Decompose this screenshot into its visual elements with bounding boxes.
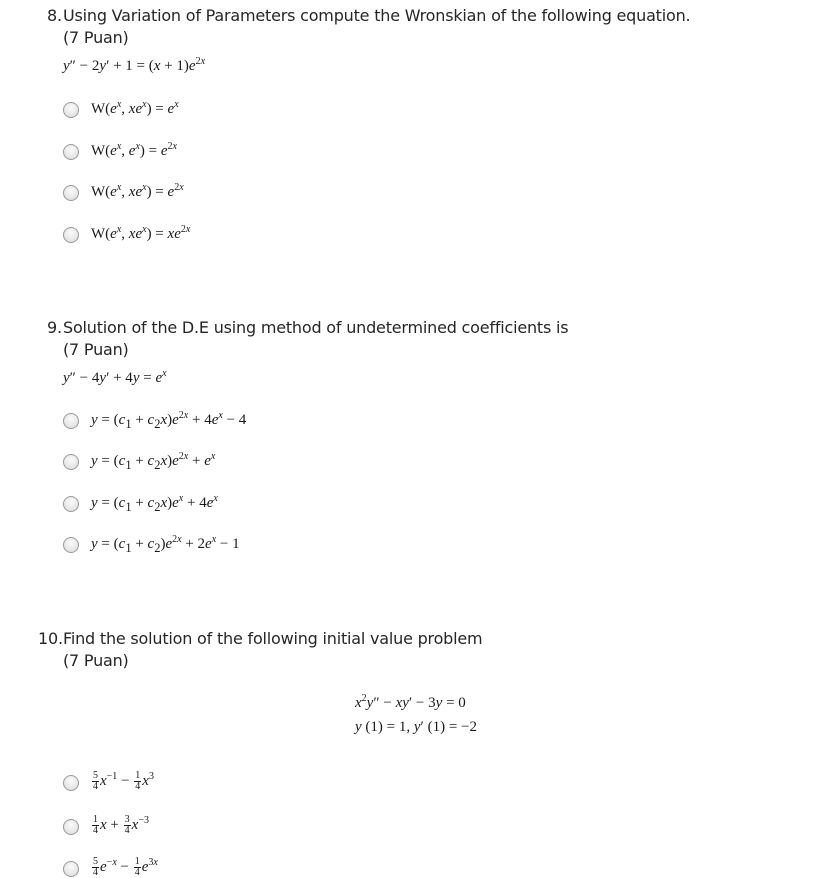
option-label[interactable]: $W(e^x$, $xe^x) = e^{2x}$: [91, 182, 184, 200]
fraction: $\frac{5}{4}$: [93, 856, 98, 878]
option-label[interactable]: $\frac{5}{4}$ $x^{-1}$ − $\frac{1}{4}$ $x^3$: [93, 770, 154, 792]
fraction: $\frac{1}{4}$: [93, 814, 98, 836]
question-points: (7 Puan): [63, 651, 129, 670]
option-radio[interactable]: [63, 227, 79, 243]
option-label[interactable]: $y = (c_1 + c_2x)e^{2x} + 4e^x - 4$: [91, 410, 247, 431]
option-label[interactable]: $y = (c_1 + c_2)e^{2x} + 2e^x - 1$: [91, 534, 240, 555]
option-radio[interactable]: [63, 537, 79, 553]
option-label[interactable]: $y = (c_1 + c_2x)e^x + 4e^x$: [91, 493, 218, 514]
equation-text: $y'' - 4y' + 4y = e^x$: [63, 368, 167, 386]
option-label[interactable]: $\frac{1}{4}$ x + $\frac{3}{4}$ $x^{-3}$: [93, 814, 149, 836]
option-label[interactable]: $W(e^x$, $xe^x) = e^x$: [91, 99, 179, 117]
question-equation-line-1: $x^2y'' - xy' - 3y = 0$: [355, 693, 466, 711]
option-radio[interactable]: [63, 454, 79, 470]
fraction: $\frac{5}{4}$: [93, 770, 98, 792]
question-equation: [63, 370, 167, 387]
question-text: Find the solution of the following initial value problem: [63, 629, 483, 648]
option-label[interactable]: $W(e^x$, $e^x) = e^{2x}$: [91, 141, 177, 159]
question-equation: [63, 58, 205, 75]
question-equation-line-2: y (1) = 1, y′ (1) = −2: [355, 719, 477, 735]
option-radio[interactable]: [63, 496, 79, 512]
question-text: Using Variation of Parameters compute the Wronskian of the following equation.: [63, 6, 691, 25]
question-points: (7 Puan): [63, 340, 129, 359]
fraction: $\frac{3}{4}$: [124, 814, 130, 836]
option-radio[interactable]: [63, 102, 79, 118]
equation-text: $y'' - 2y' + 1 = (x + 1)e^{2x}$: [63, 56, 206, 74]
option-radio[interactable]: [63, 775, 79, 791]
question-number: 10.: [38, 629, 63, 648]
option-radio[interactable]: [63, 413, 79, 429]
question-number: 8.: [47, 6, 62, 25]
question-text: Solution of the D.E using method of undetermined coefficients is: [63, 318, 569, 337]
question-points: (7 Puan): [63, 28, 129, 47]
option-label[interactable]: $y = (c_1 + c_2x)e^{2x} + e^x$: [91, 451, 216, 472]
option-radio[interactable]: [63, 819, 79, 835]
option-radio[interactable]: [63, 144, 79, 160]
option-radio[interactable]: [63, 861, 79, 877]
option-radio[interactable]: [63, 185, 79, 201]
fraction: $\frac{1}{4}$: [135, 770, 141, 792]
question-number: 9.: [47, 318, 62, 337]
option-label[interactable]: $W(e^x$, $xe^x) = xe^{2x}$: [91, 224, 191, 242]
option-label[interactable]: $\frac{5}{4}$ $e^{-x}$ − $\frac{1}{4}$ $e^{3x}$: [93, 856, 158, 878]
fraction: $\frac{1}{4}$: [134, 856, 140, 878]
